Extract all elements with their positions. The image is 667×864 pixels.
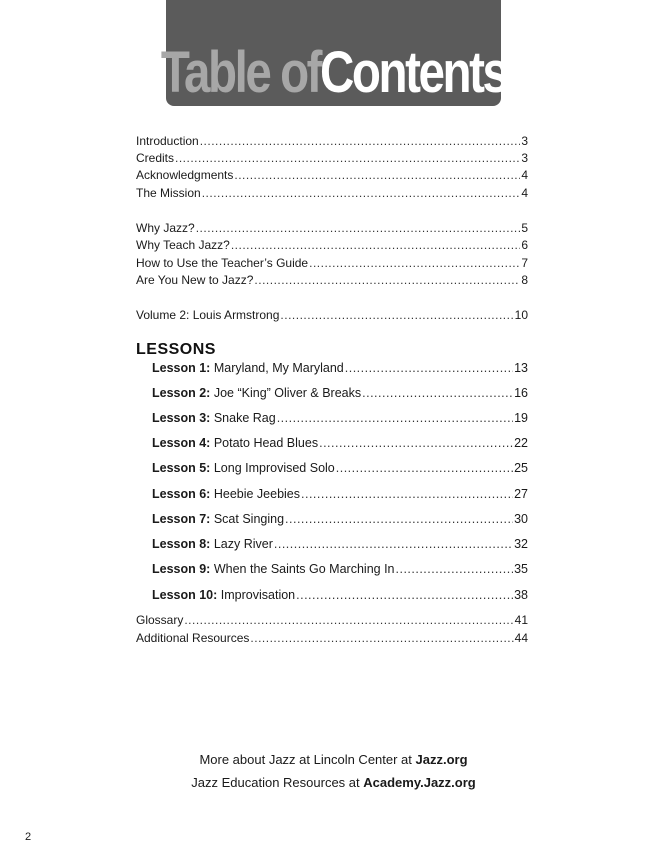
- lesson-title: Joe “King” Oliver & Breaks: [213, 386, 362, 400]
- toc-entry[interactable]: [136, 630, 528, 646]
- toc-entry-label: Credits: [136, 151, 175, 165]
- lesson-title: Snake Rag: [213, 411, 276, 425]
- toc-entry-page: 44: [514, 631, 528, 645]
- lesson-entry[interactable]: [152, 385, 528, 401]
- lesson-entry[interactable]: [152, 486, 528, 502]
- lesson-number: Lesson 5:: [152, 461, 211, 475]
- toc-entry-page: 6: [521, 238, 528, 252]
- dot-leader: [296, 587, 513, 603]
- lesson-number: Lesson 6:: [152, 487, 211, 501]
- dot-leader: [234, 167, 520, 183]
- lesson-title: Maryland, My Maryland: [213, 361, 344, 375]
- toc-entry-page: 3: [521, 151, 528, 165]
- lesson-title: Lazy River: [213, 537, 273, 551]
- lesson-entry[interactable]: [152, 460, 528, 476]
- toc-entry-page: 8: [521, 273, 528, 287]
- footer-text-1: More about Jazz at Lincoln Center at: [199, 752, 412, 767]
- academy-jazz-org-link[interactable]: Academy.Jazz.org: [363, 775, 476, 790]
- toc-entry-page: 10: [514, 308, 528, 322]
- dot-leader: [277, 410, 513, 426]
- toc-entry[interactable]: [136, 133, 528, 149]
- toc-entry-label: Introduction: [136, 134, 199, 148]
- dot-leader: [345, 360, 513, 376]
- lesson-entry[interactable]: [152, 410, 528, 426]
- toc-entry[interactable]: [136, 185, 528, 201]
- footer-line-2: [0, 775, 667, 790]
- toc-entry-label: Why Teach Jazz?: [136, 238, 230, 252]
- title-banner: [160, 0, 507, 106]
- lesson-entry[interactable]: [152, 511, 528, 527]
- toc-entry-label: How to Use the Teacher’s Guide: [136, 256, 309, 270]
- lesson-title: Improvisation: [220, 588, 296, 602]
- lesson-entry[interactable]: [152, 587, 528, 603]
- lesson-page: 16: [514, 386, 528, 400]
- toc-entry-page: 4: [521, 168, 528, 182]
- dot-leader: [231, 237, 520, 253]
- dot-leader: [319, 435, 513, 451]
- lesson-page: 35: [514, 562, 528, 576]
- dot-leader: [200, 133, 521, 149]
- toc-entry[interactable]: [136, 150, 528, 166]
- title-part-2: Contents: [319, 40, 507, 105]
- dot-leader: [309, 255, 520, 271]
- lesson-title: When the Saints Go Marching In: [213, 562, 395, 576]
- dot-leader: [274, 536, 513, 552]
- lesson-entry[interactable]: [152, 561, 528, 577]
- lesson-page: 27: [514, 487, 528, 501]
- dot-leader: [250, 630, 513, 646]
- lesson-number: Lesson 10:: [152, 588, 218, 602]
- toc-entry-page: 41: [514, 613, 528, 627]
- toc-entry[interactable]: [136, 307, 528, 323]
- dot-leader: [202, 185, 521, 201]
- title-part-1: Table of: [160, 40, 320, 105]
- jazz-org-link[interactable]: Jazz.org: [415, 752, 468, 767]
- lesson-number: Lesson 7:: [152, 512, 211, 526]
- dot-leader: [280, 307, 513, 323]
- lesson-title: Scat Singing: [213, 512, 285, 526]
- lesson-page: 19: [514, 411, 528, 425]
- toc-entry[interactable]: [136, 167, 528, 183]
- dot-leader: [396, 561, 514, 577]
- lesson-page: 32: [514, 537, 528, 551]
- lesson-page: 22: [514, 436, 528, 450]
- toc-entry-label: Additional Resources: [136, 631, 250, 645]
- toc-entry-label: Volume 2: Louis Armstrong: [136, 308, 280, 322]
- lesson-page: 38: [514, 588, 528, 602]
- toc-entry-label: Glossary: [136, 613, 184, 627]
- toc-entry-page: 5: [521, 221, 528, 235]
- dot-leader: [285, 511, 513, 527]
- toc-entry[interactable]: [136, 220, 528, 236]
- lesson-title: Heebie Jeebies: [213, 487, 301, 501]
- lesson-title: Long Improvised Solo: [213, 461, 335, 475]
- toc-entry[interactable]: [136, 255, 528, 271]
- page-number: 2: [25, 831, 32, 843]
- toc-entry-page: 4: [521, 186, 528, 200]
- lesson-page: 25: [514, 461, 528, 475]
- lesson-number: Lesson 1:: [152, 361, 211, 375]
- lesson-page: 13: [514, 361, 528, 375]
- dot-leader: [196, 220, 521, 236]
- page-title: [160, 40, 507, 105]
- dot-leader: [175, 150, 520, 166]
- lesson-entry[interactable]: [152, 435, 528, 451]
- lesson-number: Lesson 9:: [152, 562, 211, 576]
- lesson-number: Lesson 2:: [152, 386, 211, 400]
- toc-entry-page: 7: [521, 256, 528, 270]
- dot-leader: [362, 385, 513, 401]
- footer-line-1: [0, 752, 667, 767]
- lesson-entry[interactable]: [152, 536, 528, 552]
- dot-leader: [336, 460, 513, 476]
- dot-leader: [301, 486, 513, 502]
- toc-entry-label: Acknowledgments: [136, 168, 234, 182]
- lesson-number: Lesson 4:: [152, 436, 211, 450]
- footer-text-2: Jazz Education Resources at: [191, 775, 360, 790]
- toc-entry-label: Why Jazz?: [136, 221, 195, 235]
- lesson-entry[interactable]: [152, 360, 528, 376]
- lesson-number: Lesson 8:: [152, 537, 211, 551]
- toc-entry[interactable]: [136, 237, 528, 253]
- toc-entry-label: Are You New to Jazz?: [136, 273, 254, 287]
- lessons-heading: LESSONS: [136, 341, 216, 358]
- toc-entry-page: 3: [521, 134, 528, 148]
- toc-entry[interactable]: [136, 612, 528, 628]
- toc-entry-label: The Mission: [136, 186, 201, 200]
- lesson-number: Lesson 3:: [152, 411, 211, 425]
- lesson-page: 30: [514, 512, 528, 526]
- lesson-title: Potato Head Blues: [213, 436, 319, 450]
- toc-entry[interactable]: [136, 272, 528, 288]
- dot-leader: [254, 272, 520, 288]
- dot-leader: [184, 612, 513, 628]
